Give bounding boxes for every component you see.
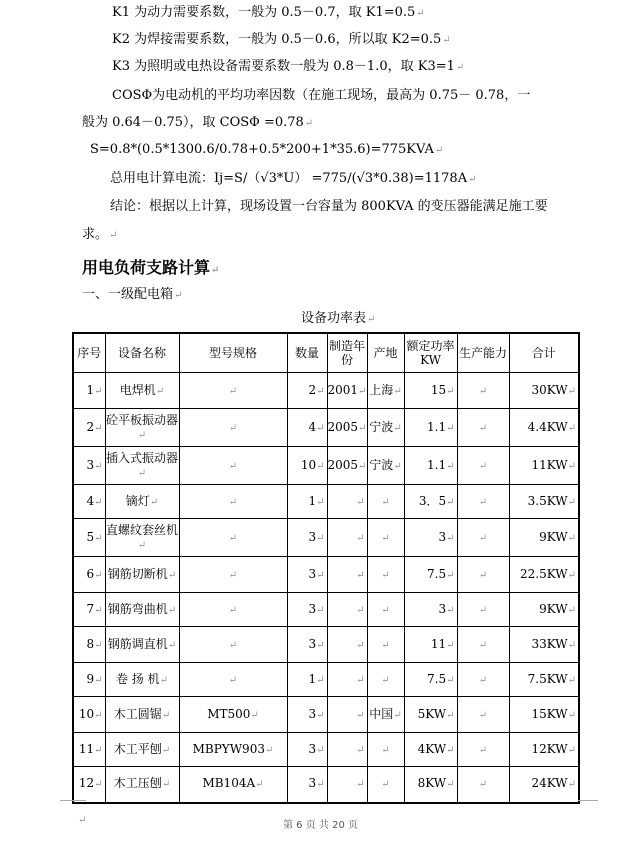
cell-name: 插入式振动器↵ — [105, 447, 179, 485]
table-row — [73, 663, 579, 697]
table-row — [73, 409, 579, 447]
cell-end-mark: ↵ — [316, 604, 325, 616]
cell-qty: 2↵ — [287, 373, 327, 409]
cell-model — [179, 485, 287, 519]
cell-qty: 10↵ — [287, 447, 327, 485]
cell-model — [179, 627, 287, 663]
cell-qty: 3↵ — [287, 627, 327, 663]
cell-total: 3.5KW↵ — [509, 485, 579, 519]
conclusion-line2: 求。↵ — [82, 227, 118, 242]
cell-capacity — [457, 373, 509, 409]
cell-end-mark: ↵ — [94, 496, 103, 508]
cell-capacity — [457, 663, 509, 697]
cell-end-mark: ↵ — [446, 460, 455, 472]
cell-end-mark: ↵ — [316, 460, 325, 472]
cell-no: 5↵ — [73, 519, 105, 557]
cell-no: 11↵ — [73, 733, 105, 767]
cell-capacity — [457, 409, 509, 447]
cell-end-mark: ↵ — [228, 674, 238, 686]
cell-rated: 7.5↵ — [404, 663, 457, 697]
cell-model: MT500↵ — [179, 697, 287, 733]
cell-end-mark: ↵ — [478, 532, 488, 544]
cell-name: 直螺纹套丝机↵ — [105, 519, 179, 557]
cell-end-mark: ↵ — [478, 639, 488, 651]
cell-name: 钢筋切断机↵ — [105, 557, 179, 593]
cell-rated: 4KW↵ — [404, 733, 457, 767]
cell-end-mark: ↵ — [255, 779, 264, 791]
cell-end-mark: ↵ — [94, 460, 103, 472]
cell-origin — [367, 593, 404, 627]
cell-end-mark: ↵ — [137, 539, 147, 551]
cell-no: 12↵ — [73, 767, 105, 803]
table-row — [73, 627, 579, 663]
cell-end-mark: ↵ — [356, 744, 365, 756]
cell-rated: 1.1↵ — [404, 409, 457, 447]
cell-end-mark: ↵ — [478, 709, 488, 721]
cell-end-mark: ↵ — [316, 496, 325, 508]
header-model: 型号规格 — [179, 333, 287, 373]
cell-end-mark: ↵ — [94, 422, 103, 434]
table-row — [73, 767, 579, 803]
cell-end-mark: ↵ — [137, 429, 147, 441]
cell-model — [179, 409, 287, 447]
cell-end-mark: ↵ — [381, 674, 390, 686]
cell-total: 9KW↵ — [509, 593, 579, 627]
k2-paragraph: K2 为焊接需要系数，一般为 0.5－0.6，所以取 K2=0.5↵ — [112, 32, 451, 47]
header-capacity: 生产能力 — [457, 333, 509, 373]
cell-capacity — [457, 485, 509, 519]
table-row — [73, 697, 579, 733]
header-qty: 数量 — [287, 333, 327, 373]
cell-end-mark: ↵ — [94, 674, 103, 686]
s-formula: S=0.8*(0.5*1300.6/0.78+0.5*200+1*35.6)=775KVA↵ — [90, 142, 444, 157]
cell-model — [179, 447, 287, 485]
cell-qty: 1↵ — [287, 663, 327, 697]
cell-capacity — [457, 733, 509, 767]
page-footer: 第 6 页 共 20 页 — [283, 820, 358, 831]
cell-end-mark: ↵ — [358, 422, 367, 434]
cell-name: 钢筋弯曲机↵ — [105, 593, 179, 627]
cell-capacity — [457, 447, 509, 485]
cell-end-mark: ↵ — [316, 779, 325, 791]
cell-end-mark: ↵ — [567, 532, 576, 544]
cell-end-mark: ↵ — [356, 496, 365, 508]
cell-end-mark: ↵ — [567, 569, 576, 581]
cell-qty: 3↵ — [287, 767, 327, 803]
current-formula: 总用电计算电流：Ij=S/（√3*U） =775/(√3*0.38)=1178A↵ — [110, 171, 477, 186]
cell-year — [327, 733, 367, 767]
cell-end-mark: ↵ — [250, 709, 259, 721]
cos-paragraph-line2: 般为 0.64－0.75），取 COSΦ =0.78↵ — [82, 115, 314, 130]
cell-total: 7.5KW↵ — [509, 663, 579, 697]
cell-no: 9↵ — [73, 663, 105, 697]
cell-end-mark: ↵ — [316, 385, 325, 397]
cell-name: 木工压刨↵ — [105, 767, 179, 803]
cell-end-mark: ↵ — [567, 422, 576, 434]
cell-capacity — [457, 627, 509, 663]
cell-name: 钢筋调直机↵ — [105, 627, 179, 663]
table-header-row — [73, 333, 579, 373]
cell-end-mark: ↵ — [356, 779, 365, 791]
table-row — [73, 593, 579, 627]
cell-end-mark: ↵ — [94, 569, 103, 581]
cell-name: 卷 扬 机↵ — [105, 663, 179, 697]
cell-capacity — [457, 767, 509, 803]
cell-rated: 5KW↵ — [404, 697, 457, 733]
cell-no: 7↵ — [73, 593, 105, 627]
cell-end-mark: ↵ — [356, 674, 365, 686]
cell-end-mark: ↵ — [356, 532, 365, 544]
cell-end-mark: ↵ — [155, 385, 165, 397]
cell-rated: 7.5↵ — [404, 557, 457, 593]
table-row — [73, 485, 579, 519]
cell-year — [327, 697, 367, 733]
paragraph-mark: ↵ — [78, 815, 87, 826]
table-row — [73, 557, 579, 593]
cell-end-mark: ↵ — [393, 422, 402, 434]
cos-paragraph-line1: COSΦ为电动机的平均功率因数（在施工现场，最高为 0.75－ 0.78，一 — [112, 88, 531, 103]
cell-year: 2005↵ — [327, 447, 367, 485]
cell-end-mark: ↵ — [446, 674, 455, 686]
cell-end-mark: ↵ — [478, 422, 488, 434]
cell-rated: 8KW↵ — [404, 767, 457, 803]
cell-end-mark: ↵ — [446, 779, 455, 791]
cell-no: 10↵ — [73, 697, 105, 733]
cell-end-mark: ↵ — [446, 709, 455, 721]
cell-end-mark: ↵ — [137, 467, 147, 479]
cell-end-mark: ↵ — [228, 460, 238, 472]
cell-end-mark: ↵ — [381, 779, 390, 791]
cell-rated: 3↵ — [404, 593, 457, 627]
cell-end-mark: ↵ — [478, 569, 488, 581]
cell-rated: 15↵ — [404, 373, 457, 409]
cell-year — [327, 485, 367, 519]
cell-end-mark: ↵ — [228, 569, 238, 581]
cell-end-mark: ↵ — [567, 496, 576, 508]
cell-end-mark: ↵ — [478, 779, 488, 791]
cell-year — [327, 627, 367, 663]
cell-qty: 1↵ — [287, 485, 327, 519]
cell-end-mark: ↵ — [567, 779, 576, 791]
cell-name: 砼平板振动器↵ — [105, 409, 179, 447]
cell-model — [179, 663, 287, 697]
cell-end-mark: ↵ — [228, 496, 238, 508]
cell-end-mark: ↵ — [446, 569, 455, 581]
k3-paragraph: K3 为照明或电热设备需要系数一般为 0.8－1.0，取 K3=1↵ — [112, 59, 465, 74]
cell-end-mark: ↵ — [94, 744, 103, 756]
cell-end-mark: ↵ — [381, 569, 390, 581]
cell-end-mark: ↵ — [149, 496, 159, 508]
cell-end-mark: ↵ — [316, 569, 325, 581]
cell-origin — [367, 663, 404, 697]
cell-end-mark: ↵ — [478, 604, 488, 616]
cell-total: 4.4KW↵ — [509, 409, 579, 447]
cell-qty: 4↵ — [287, 409, 327, 447]
cell-end-mark: ↵ — [478, 674, 488, 686]
cell-end-mark: ↵ — [356, 569, 365, 581]
cell-end-mark: ↵ — [161, 709, 171, 721]
cell-end-mark: ↵ — [381, 604, 390, 616]
cell-end-mark: ↵ — [446, 639, 455, 651]
cell-end-mark: ↵ — [446, 532, 455, 544]
cell-no: 8↵ — [73, 627, 105, 663]
cell-end-mark: ↵ — [94, 532, 103, 544]
cell-capacity — [457, 697, 509, 733]
cell-qty: 3↵ — [287, 519, 327, 557]
cell-origin — [367, 557, 404, 593]
cell-end-mark: ↵ — [446, 496, 455, 508]
cell-year — [327, 767, 367, 803]
cell-capacity — [457, 593, 509, 627]
cell-end-mark: ↵ — [478, 496, 488, 508]
cell-end-mark: ↵ — [167, 639, 177, 651]
cell-total: 11KW↵ — [509, 447, 579, 485]
cell-no: 1↵ — [73, 373, 105, 409]
cell-end-mark: ↵ — [264, 744, 274, 756]
cell-origin: 宁波↵ — [367, 409, 404, 447]
table-caption: 设备功率表↵ — [301, 311, 376, 326]
cell-rated: 11↵ — [404, 627, 457, 663]
cell-rated: 1.1↵ — [404, 447, 457, 485]
cell-end-mark: ↵ — [478, 460, 488, 472]
footer-margin-mark-right — [578, 800, 598, 811]
cell-end-mark: ↵ — [161, 744, 171, 756]
cell-end-mark: ↵ — [316, 639, 325, 651]
cell-origin: 上海↵ — [367, 373, 404, 409]
cell-end-mark: ↵ — [228, 532, 238, 544]
cell-origin: 宁波↵ — [367, 447, 404, 485]
cell-model — [179, 519, 287, 557]
cell-rated: 3．5↵ — [404, 485, 457, 519]
cell-year — [327, 663, 367, 697]
cell-origin — [367, 767, 404, 803]
header-rated: 额定功率KW — [404, 333, 457, 373]
cell-end-mark: ↵ — [94, 639, 103, 651]
cell-name: 电焊机↵ — [105, 373, 179, 409]
header-year: 制造年份 — [327, 333, 367, 373]
cell-end-mark: ↵ — [567, 709, 576, 721]
footer-margin-mark-left — [60, 800, 86, 811]
cell-end-mark: ↵ — [161, 779, 171, 791]
cell-end-mark: ↵ — [478, 385, 488, 397]
cell-end-mark: ↵ — [393, 460, 402, 472]
cell-end-mark: ↵ — [567, 674, 576, 686]
header-total: 合计 — [509, 333, 579, 373]
cell-end-mark: ↵ — [567, 639, 576, 651]
header-no: 序号 — [73, 333, 105, 373]
cell-no: 6↵ — [73, 557, 105, 593]
cell-model — [179, 593, 287, 627]
cell-origin — [367, 485, 404, 519]
cell-end-mark: ↵ — [567, 604, 576, 616]
cell-end-mark: ↵ — [393, 709, 402, 721]
cell-end-mark: ↵ — [94, 385, 103, 397]
cell-end-mark: ↵ — [381, 496, 390, 508]
table-row — [73, 519, 579, 557]
cell-name: 镝灯↵ — [105, 485, 179, 519]
cell-origin — [367, 627, 404, 663]
cell-end-mark: ↵ — [358, 385, 367, 397]
cell-end-mark: ↵ — [358, 460, 367, 472]
cell-end-mark: ↵ — [159, 674, 169, 686]
cell-model: MBPYW903↵ — [179, 733, 287, 767]
table-row — [73, 733, 579, 767]
cell-end-mark: ↵ — [228, 422, 238, 434]
cell-end-mark: ↵ — [94, 604, 103, 616]
cell-end-mark: ↵ — [567, 460, 576, 472]
cell-total: 24KW↵ — [509, 767, 579, 803]
cell-origin — [367, 519, 404, 557]
cell-end-mark: ↵ — [478, 744, 488, 756]
cell-total: 15KW↵ — [509, 697, 579, 733]
cell-end-mark: ↵ — [316, 532, 325, 544]
cell-total: 9KW↵ — [509, 519, 579, 557]
cell-end-mark: ↵ — [356, 604, 365, 616]
cell-no: 4↵ — [73, 485, 105, 519]
subsection-heading: 一、一级配电箱↵ — [82, 287, 183, 302]
cell-end-mark: ↵ — [446, 422, 455, 434]
cell-end-mark: ↵ — [446, 604, 455, 616]
cell-end-mark: ↵ — [381, 639, 390, 651]
cell-total: 30KW↵ — [509, 373, 579, 409]
cell-model: MB104A↵ — [179, 767, 287, 803]
cell-year: 2001↵ — [327, 373, 367, 409]
k1-paragraph: K1 为动力需要系数，一般为 0.5－0.7，取 K1=0.5↵ — [112, 5, 425, 20]
cell-no: 2↵ — [73, 409, 105, 447]
cell-end-mark: ↵ — [446, 744, 455, 756]
table-row — [73, 373, 579, 409]
cell-capacity — [457, 519, 509, 557]
table-row — [73, 447, 579, 485]
cell-end-mark: ↵ — [393, 385, 402, 397]
cell-total: 22.5KW↵ — [509, 557, 579, 593]
cell-no: 3↵ — [73, 447, 105, 485]
cell-end-mark: ↵ — [446, 385, 455, 397]
cell-end-mark: ↵ — [228, 604, 238, 616]
cell-origin: 中国↵ — [367, 697, 404, 733]
cell-qty: 3↵ — [287, 697, 327, 733]
cell-end-mark: ↵ — [356, 639, 365, 651]
cell-model — [179, 557, 287, 593]
cell-qty: 3↵ — [287, 733, 327, 767]
cell-end-mark: ↵ — [567, 744, 576, 756]
cell-end-mark: ↵ — [94, 709, 103, 721]
cell-total: 12KW↵ — [509, 733, 579, 767]
header-name: 设备名称 — [105, 333, 179, 373]
cell-end-mark: ↵ — [167, 569, 177, 581]
cell-end-mark: ↵ — [356, 709, 365, 721]
cell-capacity — [457, 557, 509, 593]
cell-end-mark: ↵ — [228, 385, 238, 397]
cell-qty: 3↵ — [287, 593, 327, 627]
cell-model — [179, 373, 287, 409]
cell-end-mark: ↵ — [94, 779, 103, 791]
cell-year: 2005↵ — [327, 409, 367, 447]
section-heading: 用电负荷支路计算↵ — [82, 258, 220, 277]
cell-end-mark: ↵ — [167, 604, 177, 616]
cell-year — [327, 593, 367, 627]
cell-total: 33KW↵ — [509, 627, 579, 663]
header-origin: 产地 — [367, 333, 404, 373]
cell-end-mark: ↵ — [381, 744, 390, 756]
equipment-power-table — [72, 332, 580, 804]
cell-rated: 3↵ — [404, 519, 457, 557]
cell-name: 木工圆锯↵ — [105, 697, 179, 733]
cell-name: 木工平刨↵ — [105, 733, 179, 767]
conclusion-line1: 结论：根据以上计算，现场设置一台容量为 800KVA 的变压器能满足施工要 — [110, 199, 548, 214]
cell-qty: 3↵ — [287, 557, 327, 593]
cell-end-mark: ↵ — [381, 532, 390, 544]
cell-end-mark: ↵ — [316, 422, 325, 434]
cell-year — [327, 519, 367, 557]
cell-end-mark: ↵ — [316, 674, 325, 686]
cell-year — [327, 557, 367, 593]
cell-end-mark: ↵ — [316, 744, 325, 756]
cell-end-mark: ↵ — [567, 385, 576, 397]
cell-end-mark: ↵ — [228, 639, 238, 651]
cell-origin — [367, 733, 404, 767]
cell-end-mark: ↵ — [316, 709, 325, 721]
